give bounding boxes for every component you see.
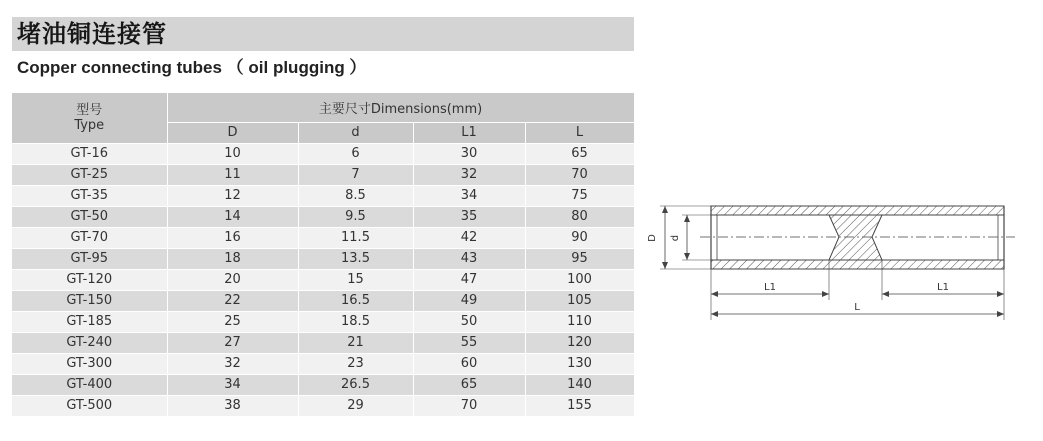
label-D: D	[647, 234, 658, 242]
cell-type: GT-500	[12, 395, 167, 416]
cell-L: 70	[525, 164, 634, 185]
cell-type: GT-120	[12, 269, 167, 290]
label-d: d	[670, 234, 681, 242]
type-header-en: Type	[74, 117, 105, 133]
cell-type: GT-70	[12, 227, 167, 248]
column-header-L: L	[525, 122, 634, 143]
table-row	[12, 353, 634, 374]
cell-L: 100	[525, 269, 634, 290]
cell-D: 12	[167, 185, 298, 206]
cell-L: 155	[525, 395, 634, 416]
cell-L: 140	[525, 374, 634, 395]
cell-D: 16	[167, 227, 298, 248]
page-subtitle: Copper connecting tubes （ oil plugging ）	[17, 58, 367, 77]
cell-L1: 34	[413, 185, 525, 206]
cell-D: 32	[167, 353, 298, 374]
cell-L1: 30	[413, 143, 525, 164]
cell-L: 120	[525, 332, 634, 353]
cell-D: 11	[167, 164, 298, 185]
table-row	[12, 185, 634, 206]
cell-d: 21	[298, 332, 413, 353]
type-column-header	[12, 93, 167, 143]
table-row	[12, 332, 634, 353]
cell-d: 9.5	[298, 206, 413, 227]
table-row	[12, 395, 634, 416]
cell-L: 75	[525, 185, 634, 206]
table-row	[12, 248, 634, 269]
title-bar	[12, 17, 634, 51]
cell-L1: 32	[413, 164, 525, 185]
cell-L1: 49	[413, 290, 525, 311]
cell-L1: 65	[413, 374, 525, 395]
cell-d: 8.5	[298, 185, 413, 206]
label-L1-left: L1	[764, 282, 776, 293]
cell-L: 80	[525, 206, 634, 227]
cell-type: GT-150	[12, 290, 167, 311]
column-header-L1: L1	[413, 122, 525, 143]
cell-d: 18.5	[298, 311, 413, 332]
cell-D: 38	[167, 395, 298, 416]
cell-type: GT-400	[12, 374, 167, 395]
column-header-D: D	[167, 122, 298, 143]
cell-L: 130	[525, 353, 634, 374]
cell-type: GT-50	[12, 206, 167, 227]
cell-L: 95	[525, 248, 634, 269]
cell-D: 27	[167, 332, 298, 353]
dimension-L	[711, 302, 1004, 317]
cell-d: 6	[298, 143, 413, 164]
cell-D: 22	[167, 290, 298, 311]
cell-d: 16.5	[298, 290, 413, 311]
cell-L1: 35	[413, 206, 525, 227]
cell-L1: 43	[413, 248, 525, 269]
table-row	[12, 290, 634, 311]
cell-D: 14	[167, 206, 298, 227]
table-row	[12, 311, 634, 332]
cell-type: GT-240	[12, 332, 167, 353]
cell-L: 90	[525, 227, 634, 248]
dimensions-table	[12, 93, 635, 417]
cell-L1: 47	[413, 269, 525, 290]
cell-L: 110	[525, 311, 634, 332]
page-title: 堵油铜连接管	[17, 20, 167, 48]
cell-d: 13.5	[298, 248, 413, 269]
cell-d: 7	[298, 164, 413, 185]
type-header-cn: 型号	[76, 102, 103, 118]
tube-technical-drawing	[640, 180, 1020, 330]
label-L: L	[854, 302, 860, 313]
table-row	[12, 227, 634, 248]
table-row	[12, 143, 634, 164]
cell-d: 29	[298, 395, 413, 416]
cell-d: 15	[298, 269, 413, 290]
cell-type: GT-25	[12, 164, 167, 185]
cell-type: GT-16	[12, 143, 167, 164]
column-header-d: d	[298, 122, 413, 143]
cell-D: 34	[167, 374, 298, 395]
cell-type: GT-185	[12, 311, 167, 332]
dimensions-header: 主要尺寸Dimensions(mm)	[167, 93, 634, 122]
cell-L1: 60	[413, 353, 525, 374]
cell-L: 65	[525, 143, 634, 164]
cell-D: 10	[167, 143, 298, 164]
cell-type: GT-35	[12, 185, 167, 206]
cell-type: GT-300	[12, 353, 167, 374]
cell-D: 20	[167, 269, 298, 290]
cell-d: 26.5	[298, 374, 413, 395]
table-row	[12, 374, 634, 395]
cell-D: 18	[167, 248, 298, 269]
table-row	[12, 164, 634, 185]
cell-L1: 42	[413, 227, 525, 248]
label-L1-right: L1	[937, 282, 949, 293]
table-row	[12, 269, 634, 290]
cell-d: 11.5	[298, 227, 413, 248]
cell-L1: 50	[413, 311, 525, 332]
dimension-d	[670, 215, 711, 260]
table-row	[12, 206, 634, 227]
cell-d: 23	[298, 353, 413, 374]
cell-type: GT-95	[12, 248, 167, 269]
cell-D: 25	[167, 311, 298, 332]
tube-body	[711, 206, 1004, 269]
cell-L1: 55	[413, 332, 525, 353]
cell-L1: 70	[413, 395, 525, 416]
cell-L: 105	[525, 290, 634, 311]
